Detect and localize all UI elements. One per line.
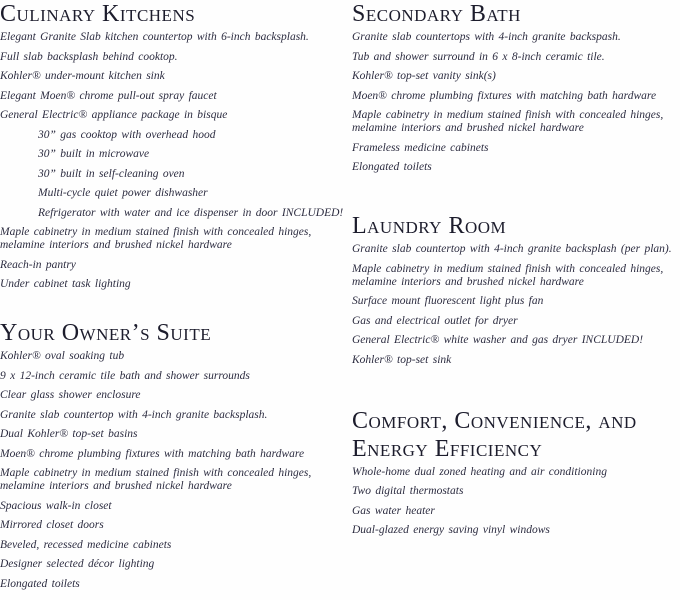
section-laundry-room xyxy=(352,212,680,367)
feature-item: Elongated toilets xyxy=(352,161,432,173)
feature-item: Two digital thermostats xyxy=(352,485,464,497)
feature-item: 30” built in self-cleaning oven xyxy=(38,167,185,180)
feature-item: Granite slab countertop with 4-inch granite backsplash (per plan). xyxy=(352,243,672,255)
feature-item: Reach-in pantry xyxy=(0,258,76,271)
section-comfort-convenience-energy-efficiency xyxy=(352,407,680,538)
feature-item: Granite slab countertops with 4-inch granite backspash. xyxy=(352,31,621,43)
section-your-owners-suite xyxy=(0,319,348,591)
feature-item: Full slab backsplash behind cooktop. xyxy=(0,50,178,63)
feature-item: Maple cabinetry in medium stained finish with concealed hinges, melamine interiors and brushed nickel hardware xyxy=(0,226,312,251)
feature-item: Granite slab countertop with 4-inch granite backsplash. xyxy=(0,408,268,421)
right-column xyxy=(352,0,680,544)
section-title-line: Energy Efficiency xyxy=(352,435,543,462)
section-title-line: Secondary Bath xyxy=(352,1,521,27)
feature-item: Maple cabinetry in medium stained finish with concealed hinges, melamine interiors and brushed nickel hardware xyxy=(0,467,312,492)
feature-item: Kohler® top-set vanity sink(s) xyxy=(352,70,496,82)
feature-item: Kohler® oval soaking tub xyxy=(0,350,125,362)
feature-item: Dual Kohler® top-set basins xyxy=(0,428,138,440)
section-title-culinary-kitchens xyxy=(0,0,348,28)
feature-item: Designer selected décor lighting xyxy=(0,558,155,570)
feature-item: Mirrored closet doors xyxy=(0,519,104,531)
feature-item: 9 x 12-inch ceramic tile bath and shower surrounds xyxy=(0,369,250,382)
feature-item: General Electric® white washer and gas dryer INCLUDED! xyxy=(352,334,644,346)
section-title-line: Comfort, Convenience, and xyxy=(352,407,637,434)
section-title-line: Laundry Room xyxy=(352,213,507,239)
feature-item: Elongated toilets xyxy=(0,577,80,590)
feature-item: Elegant Granite Slab kitchen countertop with 6-inch backsplash. xyxy=(0,31,309,43)
feature-item: Beveled, recessed medicine cabinets xyxy=(0,538,172,551)
feature-list xyxy=(352,466,680,538)
feature-item: Whole-home dual zoned heating and air conditioning xyxy=(352,465,607,478)
section-title-line: Your Owner’s Suite xyxy=(0,320,212,346)
feature-item: Surface mount fluorescent light plus fan xyxy=(352,295,544,307)
section-title-your-owners-suite xyxy=(0,319,348,347)
section-title-laundry-room xyxy=(352,212,680,240)
feature-item: Kohler® under-mount kitchen sink xyxy=(0,70,165,82)
feature-item: Multi-cycle quiet power dishwasher xyxy=(38,187,208,199)
feature-item: Refrigerator with water and ice dispenser in door INCLUDED! xyxy=(38,206,344,219)
feature-item: Elegant Moen® chrome pull-out spray faucet xyxy=(0,89,217,102)
feature-item: Kohler® top-set sink xyxy=(352,353,452,366)
section-title-line: Culinary Kitchens xyxy=(0,1,196,27)
feature-item: Frameless medicine cabinets xyxy=(352,141,489,154)
feature-item: Moen® chrome plumbing fixtures with matching bath hardware xyxy=(0,447,305,460)
feature-item: Maple cabinetry in medium stained finish with concealed hinges, melamine interiors and brushed nickel hardware xyxy=(352,109,664,134)
feature-item: Tub and shower surround in 6 x 8-inch ceramic tile. xyxy=(352,50,605,63)
feature-item: Maple cabinetry in medium stained finish with concealed hinges, melamine interiors and brushed nickel hardware xyxy=(352,262,664,288)
feature-item: Moen® chrome plumbing fixtures with matching bath hardware xyxy=(352,89,657,102)
section-culinary-kitchens xyxy=(0,0,348,291)
feature-item: General Electric® appliance package in bisque xyxy=(0,109,228,121)
feature-item: Spacious walk-in closet xyxy=(0,499,112,512)
feature-item: 30” built in microwave xyxy=(38,148,150,160)
feature-list xyxy=(0,31,348,291)
section-title-secondary-bath xyxy=(352,0,680,28)
feature-item: Under cabinet task lighting xyxy=(0,278,131,290)
feature-item: Dual-glazed energy saving vinyl windows xyxy=(352,524,550,536)
feature-item: Clear glass shower enclosure xyxy=(0,389,141,401)
section-title-comfort-convenience-energy-efficiency xyxy=(352,407,680,463)
section-secondary-bath xyxy=(352,0,680,174)
feature-list xyxy=(352,31,680,174)
feature-list xyxy=(352,243,680,367)
feature-list xyxy=(0,350,348,591)
feature-item: Gas and electrical outlet for dryer xyxy=(352,314,518,327)
feature-item: Gas water heater xyxy=(352,504,435,517)
feature-item: 30” gas cooktop with overhead hood xyxy=(38,128,216,141)
